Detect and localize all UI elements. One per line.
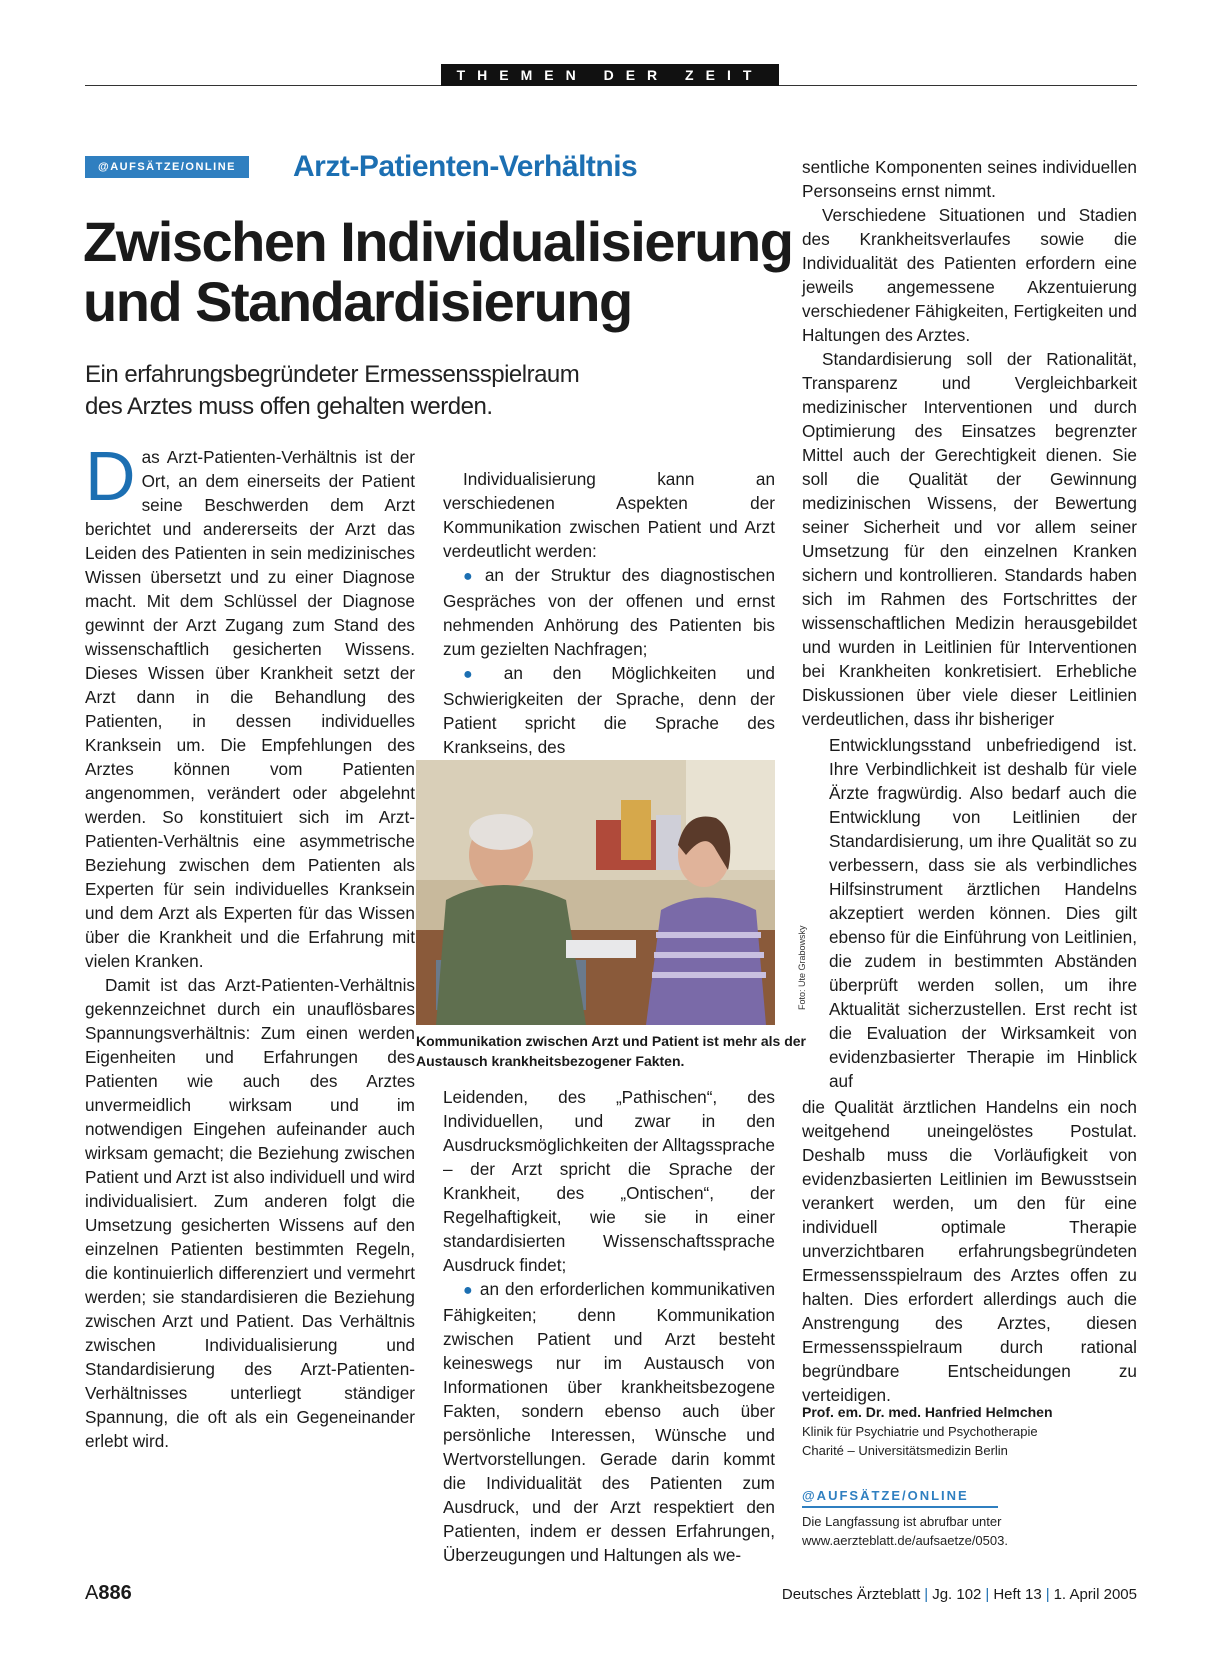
online-note: Die Langfassung ist abrufbar unter www.aerzteblatt.de/aufsaetze/0503. xyxy=(802,1514,1008,1548)
author-affiliation-1: Klinik für Psychiatrie und Psychotherapie xyxy=(802,1424,1038,1439)
author-name: Prof. em. Dr. med. Hanfried Helmchen xyxy=(802,1404,1053,1420)
column-2-bottom xyxy=(443,1085,775,1567)
separator: | xyxy=(1045,1586,1050,1603)
paragraph-text: as Arzt-Patienten-Verhältnis ist der Ort, an dem einerseits der Patient seine Beschwerden dem Arzt berichtet und andererseits der Arzt das Leiden des Patienten in sein medizinisches Wissen übersetzt und zu einer Diagnose macht. Mit dem Schlüssel der Diagnose gewinnt der Arzt Zugang zum Stand des wissenschaftlich gesicherten Wissens. Dieses Wissen über Krankheit setzt der Arzt dann in die Behandlung des Patienten, in dessen individuelles Kranksein um. Die Empfehlungen des Arztes können vom Patienten angenommen, verändert oder abgelehnt werden. So konstituiert sich im Arzt-Patienten-Verhältnis eine asymmetrische Beziehung zwischen dem Patienten als Experten für sein individuelles Kranksein und dem Arzt als Experten für das Wissen über die Krankheit und die Erfahrung mit vielen Kranken. xyxy=(85,447,415,971)
paragraph: Entwicklungsstand unbefriedigend ist. Ihre Verbindlichkeit ist deshalb für viele Ärzte fragwürdig. Also bedarf auch die Entwicklung von Leitlinien der Standardisierung, um ihre Qualität so zu verbessern, dass sie als verbindliches Hilfsinstrument ärztlichen Handelns akzeptiert werden können. Dies gilt ebenso für die Einführung von Leitlinien, die zudem in bestimmten Abständen überprüft werden sollen, um ihre Aktualität sicherzustellen. Erst recht ist die Evaluation der Wirksamkeit von evidenzbasierter Therapie im Hinblick auf xyxy=(829,735,1137,1091)
photo-caption: Kommunikation zwischen Arzt und Patient ist mehr als der Austausch krankheitsbezogener Fakten. xyxy=(416,1033,806,1069)
paragraph: Standardisierung soll der Rationalität, Transparenz und Vergleichbarkeit medizinischer Interventionen und durch Optimierung des Einsatzes begrenzter Mittel auch der Gerechtigkeit dienen. Sie soll die Qualität der Gewinnung medizinischen Wissens, der Bewertung seiner Sicherheit und vor allem seiner Umsetzung für den einzelnen Kranken sichern und kontrollieren. Standards haben sich im Rahmen des Fortschrittes der wissenschaftlichen Medizin herausgebildet und wurden in Leitlinien für Interventionen bei Krankheiten konkretisiert. Erhebliche Diskussionen über viele dieser Leitlinien verdeutlichen, dass ihr bisheriger xyxy=(802,349,1137,729)
paragraph: Leidenden, des „Pathischen“, des Individuellen, und zwar in den Ausdrucksmöglichkeiten der Alltagssprache – der Arzt spricht die Sprache der Krankheit, des „Ontischen“, der Regelhaftigkeit, wie sie in einer standardisierten Wissenschaftssprache Ausdruck findet; xyxy=(443,1087,775,1275)
separator: | xyxy=(985,1586,990,1603)
author-block xyxy=(802,1402,1137,1460)
bullet-item xyxy=(443,563,775,661)
deck xyxy=(85,359,705,423)
photo-credit: Foto: Ute Grabowsky xyxy=(797,925,807,1010)
article-subject: Arzt-Patienten-Verhältnis xyxy=(293,150,638,183)
paragraph: sentliche Komponenten seines individuellen Personseins ernst nimmt. xyxy=(802,157,1137,201)
separator: | xyxy=(924,1586,929,1603)
bullet-item xyxy=(443,661,775,759)
bullet-text: an den erforderlichen kommunikativen Fähigkeiten; denn Kommunikation zwischen Patient und Arzt besteht keineswegs nur im Austausch von Informationen über krankheitsbezogene Fakten, sondern ebenso auch über persönliche Interessen, Wünsche und Wertvorstellungen. Gerade darin kommt die Individualität des Patienten zum Ausdruck, und der Arzt respektiert den Patienten, indem er dessen Erfahrungen, Überzeugungen und Haltungen als we- xyxy=(443,1279,775,1565)
journal-name: Deutsches Ärzteblatt xyxy=(781,1586,921,1603)
bullet-text: an den Möglichkeiten und Schwierigkeiten der Sprache, denn der Patient spricht die Sprache des Krankseins, des xyxy=(443,663,775,757)
online-badge[interactable]: @AUFSÄTZE/ONLINE xyxy=(85,156,249,178)
author-affiliation-2: Charité – Universitätsmedizin Berlin xyxy=(802,1443,1008,1458)
paragraph: Damit ist das Arzt-Patienten-Verhältnis gekennzeichnet durch ein unauflösbares Spannungsverhältnis: Zum einen werden Eigenheiten und Erfahrungen des Patienten wie auch des Arztes unvermeidlich wirksam und im notwendigen Eingehen aufeinander auch wirksam gemacht; die Beziehung zwischen Patient und Arzt ist also individuell und wird individualisiert. Zum anderen folgt die Umsetzung gesicherten Wissens auf den einzelnen Patienten bestimmten Regeln, die kontinuierlich differenziert und vermehrt werden; sie standardisieren die Beziehung zwischen Arzt und Patient. Das Verhältnis zwischen Individualisierung und Standardisierung des Arzt-Patienten-Verhältnisses unterliegt ständiger Spannung, die oft als ein Gegeneinander erlebt wird. xyxy=(85,975,415,1451)
journal-date: 1. April 2005 xyxy=(1053,1586,1137,1603)
page-number-value: 886 xyxy=(98,1582,132,1604)
column-3-top xyxy=(802,155,1137,731)
photo-illustration xyxy=(416,760,775,1025)
paragraph xyxy=(85,437,415,973)
headline-line-1: Zwischen Individualisierung xyxy=(83,210,793,273)
bullet-item xyxy=(443,1277,775,1567)
headline xyxy=(83,212,793,332)
bullet-icon: ● xyxy=(463,568,479,585)
deck-line-2: des Arztes muss offen gehalten werden. xyxy=(85,393,493,420)
online-badge-small[interactable]: @AUFSÄTZE/ONLINE xyxy=(802,1486,998,1508)
paragraph: die Qualität ärztlichen Handelns ein noch weitgehend uneingelöstes Postulat. Deshalb muss die Vorläufigkeit von evidenzbasierten Leitlinien im Bewusstsein verankert werden, um den für eine individuell optimale Therapie unverzichtbaren erfahrungsbegründeten Ermessensspielraum des Arztes offen zu halten. Dies erfordert allerdings auch die Anstrengung des Arztes, diesen Ermessensspielraum durch rational begründbare Entscheidungen zu verteidigen. xyxy=(802,1097,1137,1405)
deck-line-1: Ein erfahrungsbegründeter Ermessensspielraum xyxy=(85,361,580,388)
bullet-icon: ● xyxy=(463,1282,474,1299)
page-prefix: A xyxy=(85,1582,99,1604)
journal-volume: Jg. 102 xyxy=(932,1586,982,1603)
paragraph: Individualisierung kann an verschiedenen Aspekten der Kommunikation zwischen Patient und Arzt verdeutlicht werden: xyxy=(443,469,775,561)
journal-footer xyxy=(782,1586,1137,1603)
journal-issue: Heft 13 xyxy=(993,1586,1042,1603)
article-photo xyxy=(416,760,775,1025)
page-number xyxy=(85,1582,132,1605)
section-kicker: THEMEN DER ZEIT xyxy=(441,64,779,86)
drop-cap: D xyxy=(85,437,136,515)
column-2-top xyxy=(443,467,775,759)
column-3-bottom xyxy=(802,1095,1137,1407)
bullet-icon: ● xyxy=(463,666,498,683)
bullet-text: an der Struktur des diagnostischen Gespräches von der offenen und ernst nehmenden Anhörung des Patienten bis zum gezielten Nachfragen; xyxy=(443,565,775,659)
headline-line-2: und Standardisierung xyxy=(83,270,632,333)
column-3-wrap xyxy=(829,733,1137,1093)
paragraph: Verschiedene Situationen und Stadien des Krankheitsverlaufes sowie die Individualität des Patienten erfordern eine jeweils angemessene Akzentuierung verschiedener Fähigkeiten, Fertigkeiten und Haltungen des Arztes. xyxy=(802,205,1137,345)
column-1 xyxy=(85,437,415,1453)
